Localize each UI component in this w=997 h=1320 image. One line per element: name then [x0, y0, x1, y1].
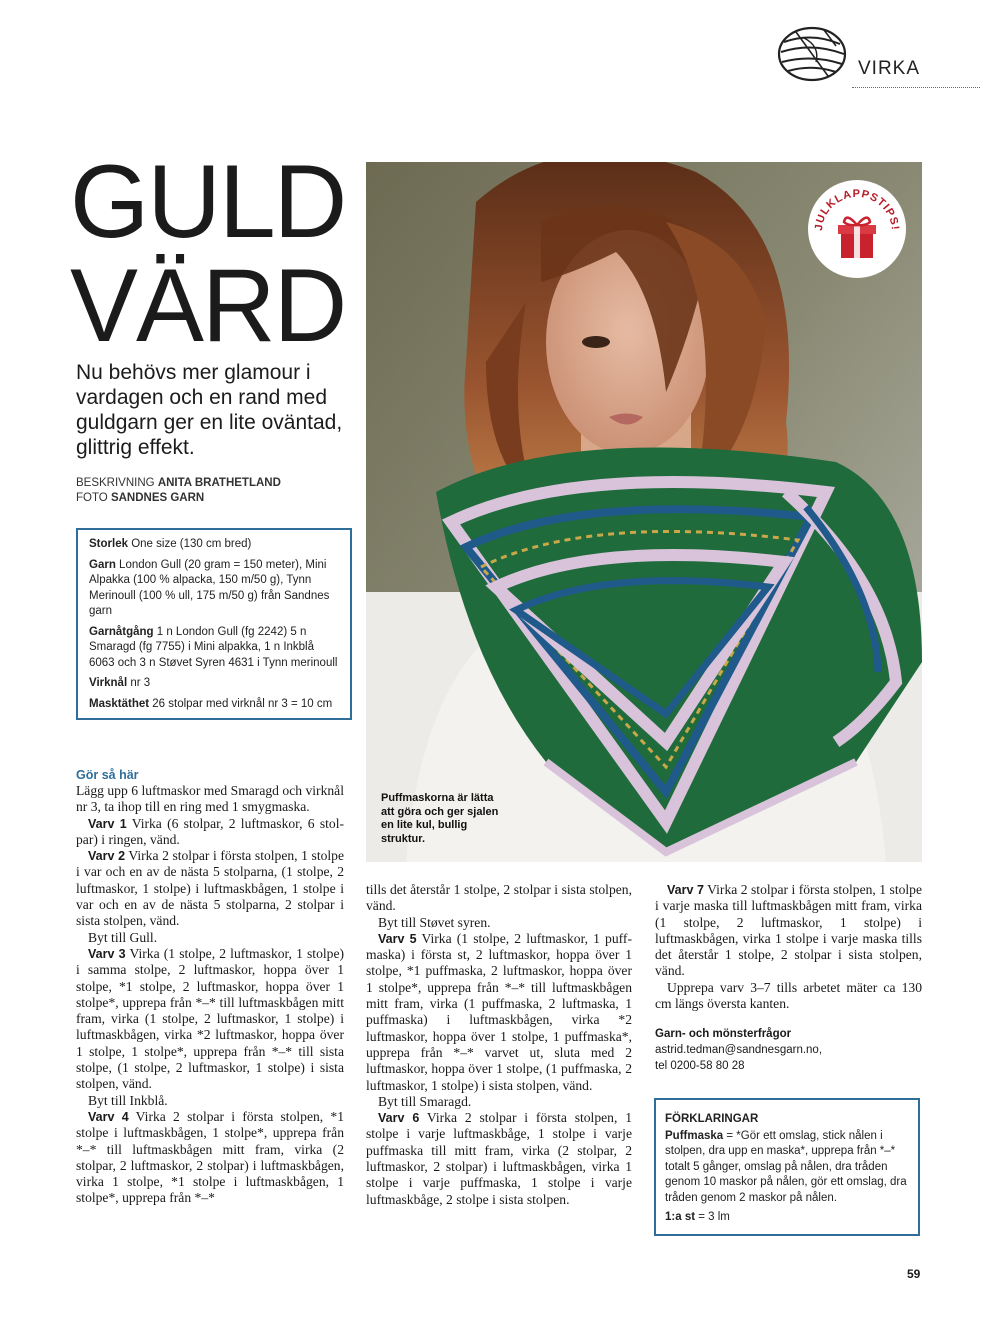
switch-smaragd: Byt till Smaragd.	[378, 1093, 472, 1109]
row-2-label: Varv 2	[88, 849, 126, 864]
desc-name: ANITA BRATHETLAND	[157, 477, 281, 489]
spec-yarn-label: Garn	[89, 558, 116, 571]
row-4-text: Virka 2 stolpar i första stolpen, *1 stolpe i luftmaskbågen, 1 stolpe*, upprepa från *–* till luftmaskbågen mitt fram, virka (2 stolpar, 2 luftmaskor, 2 stolpar) i luftmaskbågen, virka 1 stolpe, *1 stolpe i luftmaskbågen, 1 stolpe*, upprepa från *–*	[76, 1108, 344, 1206]
desc-label: BESKRIVNING	[76, 477, 155, 489]
spec-gauge-value: 26 stolpar med virknål nr 3 = 10 cm	[152, 697, 333, 710]
row-4	[76, 1109, 344, 1207]
row-1-label: Varv 1	[88, 816, 127, 831]
puff-text: = *Gör ett omslag, stick nålen i stolpen, dra upp en maska*, upprepa från *–* totalt 5 gånger, omslag på nålen, dra tråden genom 10 maskor på nålen, gör ett omslag, dra tråden genom 2 maskor på nålen.	[665, 1129, 907, 1204]
spec-hook	[89, 676, 341, 692]
yarn-ball-icon	[776, 24, 848, 84]
photo-caption: Puffmaskorna är lätta att göra och ger sjalen en lite kul, bullig struktur.	[381, 792, 499, 845]
explanations-heading: FÖRKLARINGAR	[665, 1113, 759, 1125]
spec-yarn-value: London Gull (20 gram = 150 meter), Mini Alpakka (100 % alpacka, 150 m/50 g), Tynn Merinoull (100 % ull, 175 m/50 g) från Sandnes garn	[89, 558, 330, 617]
spec-size-label: Storlek	[89, 538, 128, 550]
contact-block	[655, 1026, 922, 1074]
row-3-label: Varv 3	[88, 946, 126, 961]
row-5-text: Virka (1 stolpe, 2 luftmaskor, 1 puffmaska) i första st, 2 luftmaskor, hoppa över 1 stolpe, *1 puffmaska, 2 luftmaskor, hoppa över 1 stolpe*, upprepa från *–* till luftmaskbågen mitt fram, virka (1 puffmaska, 2 luftmaska, 1 puffmaska) i luftmaskbågen, virka *2 luftmaskor, hoppa över 1 stolpe, 1 puffmaska*, upprepa från *–* varvet ut, sluta med 2 luftmaskor, hoppa över 1 stolpe, (1 puffmaska, 2 luftmaskor, 1 stolpe) i sista stolpen, vänd.	[366, 930, 632, 1093]
spec-gauge-label: Masktäthet	[89, 697, 150, 710]
intro-text: Nu behövs mer glamour i vardagen och en rand med guldgarn ger en lite oväntad, glittrig effekt.	[76, 361, 343, 459]
switch-inkbla: Byt till Inkblå.	[88, 1092, 168, 1108]
spec-amount-label: Garnåtgång	[89, 625, 154, 638]
spec-size-value: One size (130 cm bred)	[131, 538, 252, 550]
instructions-heading: Gör så här	[76, 768, 139, 782]
spec-yarn	[89, 558, 341, 620]
explanations-box	[654, 1098, 920, 1236]
spec-hook-value: nr 3	[130, 677, 151, 689]
row-6	[366, 1110, 632, 1208]
row-1	[76, 816, 344, 849]
row-7	[655, 882, 922, 980]
row-7-label: Varv 7	[667, 883, 704, 897]
spec-hook-label: Virknål	[89, 677, 128, 689]
photo-name: SANDNES GARN	[110, 492, 205, 504]
photo-label: FOTO	[76, 492, 108, 504]
gift-icon	[838, 218, 876, 258]
instructions-col-2	[366, 882, 632, 1208]
contact-phone: tel 0200-58 80 28	[655, 1060, 745, 1073]
row-7-text: Virka 2 stolpar i första stolpen, 1 stolpe i varje maska till luftmaskbågen mitt fram, virka (1 stolpe, 2 luftmaskor, 1 stolpe) i luftmaskbågen, virka 1 stolpe i varje maska tills det återstår 1 stolpe, 2 stolpar i sista stolpen, vänd.	[655, 882, 922, 979]
row-5	[366, 931, 632, 1094]
puff-label: Puffmaska	[665, 1129, 724, 1142]
row-2-text: Virka 2 stolpar i första stolpen, 1 stolpe i var och en av de nästa 5 stolparna, (1 stolpe, 2 luftmaskor, 1 stolpe) i luftmaskbågen, 1 stolpe i var och en av de nästa 5 stolparna, 2 stolpar i sista stolpen, vänd.	[76, 848, 344, 929]
puff-definition	[665, 1129, 909, 1207]
spec-amount-value: 1 n London Gull (fg 2242) 5 n Smaragd (fg 7755) i Mini alpakka, 1 n Inkblå 6063 och 3 n Støvet Syren 4631 i Tynn merinoull	[89, 625, 338, 669]
row-3	[76, 946, 344, 1093]
credits	[76, 476, 281, 506]
page-number: 59	[907, 1267, 921, 1281]
row-1-text: Virka (6 stolpar, 2 luftmaskor, 6 stolpar) i ringen, vänd.	[76, 815, 345, 847]
contact-email[interactable]: astrid.tedman@sandnesgarn.no,	[655, 1044, 823, 1057]
spec-box	[76, 528, 352, 720]
intro-step: Lägg upp 6 luftmaskor med Smaragd och virknål nr 3, ta ihop till en ring med 1 smygmaska.	[76, 783, 344, 815]
page-title	[70, 144, 351, 364]
title-line-2: VÄRD	[70, 248, 346, 364]
row-3-text: Virka (1 stolpe, 2 luftmaskor, 1 stolpe) i samma stolpe, 2 luftmaskor, hoppa över 1 stolpe, *1 stolpe, 2 luftmaskor, hoppa över 1 stolpe*, upprepa från *–* till luftmaskbågen mitt fram, virka (1 stolpe, 2 luftmaskor, 1 stolpe) i luftmaskbågen, virka *2 luftmaskor, hoppa över 1 stolpe, 1 stolpe*, upprepa från *–* till sista stolpe, (1 stolpe, 2 luftmaskor, 1 stolpe) i sista stolpen, vänd.	[76, 945, 345, 1092]
instructions-col-1	[76, 767, 344, 1207]
st-label: 1:a st	[665, 1211, 696, 1223]
spec-amount	[89, 625, 341, 672]
switch-syren: Byt till Støvet syren.	[378, 914, 491, 930]
switch-gull: Byt till Gull.	[88, 929, 158, 945]
st-text: = 3 lm	[695, 1211, 730, 1223]
row-4-continued: tills det återstår 1 stolpe, 2 stolpar i sista stolpen, vänd.	[366, 882, 632, 914]
contact-heading: Garn- och mönsterfrågor	[655, 1028, 792, 1041]
spec-size	[89, 537, 341, 553]
st-definition	[665, 1210, 909, 1226]
row-5-label: Varv 5	[378, 931, 417, 946]
spec-gauge	[89, 697, 341, 713]
row-6-label: Varv 6	[378, 1111, 420, 1126]
row-4-label: Varv 4	[88, 1109, 129, 1124]
instructions-col-3	[655, 882, 922, 1074]
badge-text: JULKLAPPSTIPS!	[812, 187, 902, 232]
gift-tip-badge	[808, 180, 906, 278]
repeat-step: Upprepa varv 3–7 tills arbetet mäter ca 130 cm längs översta kanten.	[655, 979, 922, 1012]
section-label: VIRKA	[858, 58, 921, 79]
title-line-1: GULD	[70, 144, 346, 260]
row-6-text: Virka 2 stolpar i första stolpen, 1 stolpe i varje luftmaskbåge, 1 stolpe i varje puffmaska till mitt fram, virka (2 stolpar, 2 luftmaskor, 2 stolpar) i luftmaskbågen, virka 1 stolpe i varje puffmaska, 1 stolpe i varje luftmaskbåge, 2 stolpe i sista stolpen.	[366, 1110, 632, 1207]
section-divider	[852, 87, 980, 88]
row-2	[76, 848, 344, 929]
